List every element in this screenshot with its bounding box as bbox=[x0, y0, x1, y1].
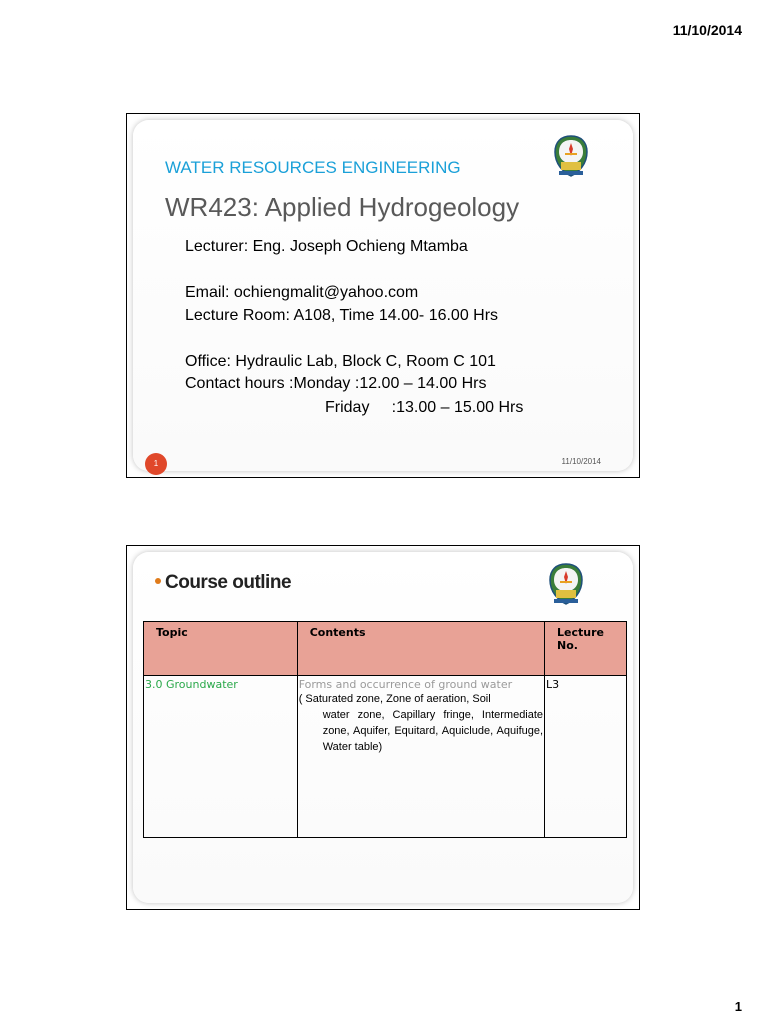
table-row bbox=[144, 676, 627, 838]
lecture-room-line: Lecture Room: A108, Time 14.00- 16.00 Hrs bbox=[185, 307, 499, 324]
header-contents: Contents bbox=[297, 622, 544, 676]
page-number: 1 bbox=[734, 999, 742, 1014]
email-line: Email: ochiengmalit@yahoo.com bbox=[185, 284, 419, 301]
university-crest-logo-icon bbox=[553, 134, 589, 178]
slide-2 bbox=[126, 545, 640, 910]
header-lecture-no: Lecture No. bbox=[545, 622, 627, 676]
contents-rest: water zone, Capillary fringe, Intermediate zone, Aquifer, Equitard, Aquiclude, Aquifuge, Water table) bbox=[322, 709, 544, 753]
slide-date: 11/10/2014 bbox=[561, 457, 601, 466]
contents-body bbox=[299, 691, 543, 755]
table-header-row bbox=[144, 622, 627, 676]
header-topic: Topic bbox=[144, 622, 298, 676]
contents-cell bbox=[297, 676, 544, 838]
slide-number-badge: 1 bbox=[145, 453, 167, 475]
course-department: WATER RESOURCES ENGINEERING bbox=[165, 158, 461, 177]
bullet-icon bbox=[155, 578, 161, 584]
slide-2-content bbox=[133, 552, 633, 903]
contents-heading: Forms and occurrence of ground water bbox=[298, 678, 513, 691]
course-outline-heading-text: Course outline bbox=[165, 572, 292, 593]
office-line: Office: Hydraulic Lab, Block C, Room C 101 bbox=[185, 353, 496, 370]
contact-monday-line: Contact hours :Monday :12.00 – 14.00 Hrs bbox=[185, 375, 487, 392]
university-crest-logo-icon bbox=[548, 562, 584, 606]
topic-cell: 3.0 Groundwater bbox=[144, 676, 298, 838]
course-outline-heading bbox=[155, 572, 291, 594]
contents-first-line: ( Saturated zone, Zone of aeration, Soil bbox=[298, 693, 491, 705]
slide-1-content bbox=[133, 120, 633, 471]
slide-1 bbox=[126, 113, 640, 478]
page-date: 11/10/2014 bbox=[672, 22, 742, 38]
lecturer-line: Lecturer: Eng. Joseph Ochieng Mtamba bbox=[185, 238, 468, 255]
course-title: WR423: Applied Hydrogeology bbox=[165, 192, 520, 222]
course-outline-table bbox=[143, 621, 627, 838]
contact-friday-line: Friday :13.00 – 15.00 Hrs bbox=[325, 399, 524, 416]
lecture-cell: L3 bbox=[545, 676, 627, 838]
